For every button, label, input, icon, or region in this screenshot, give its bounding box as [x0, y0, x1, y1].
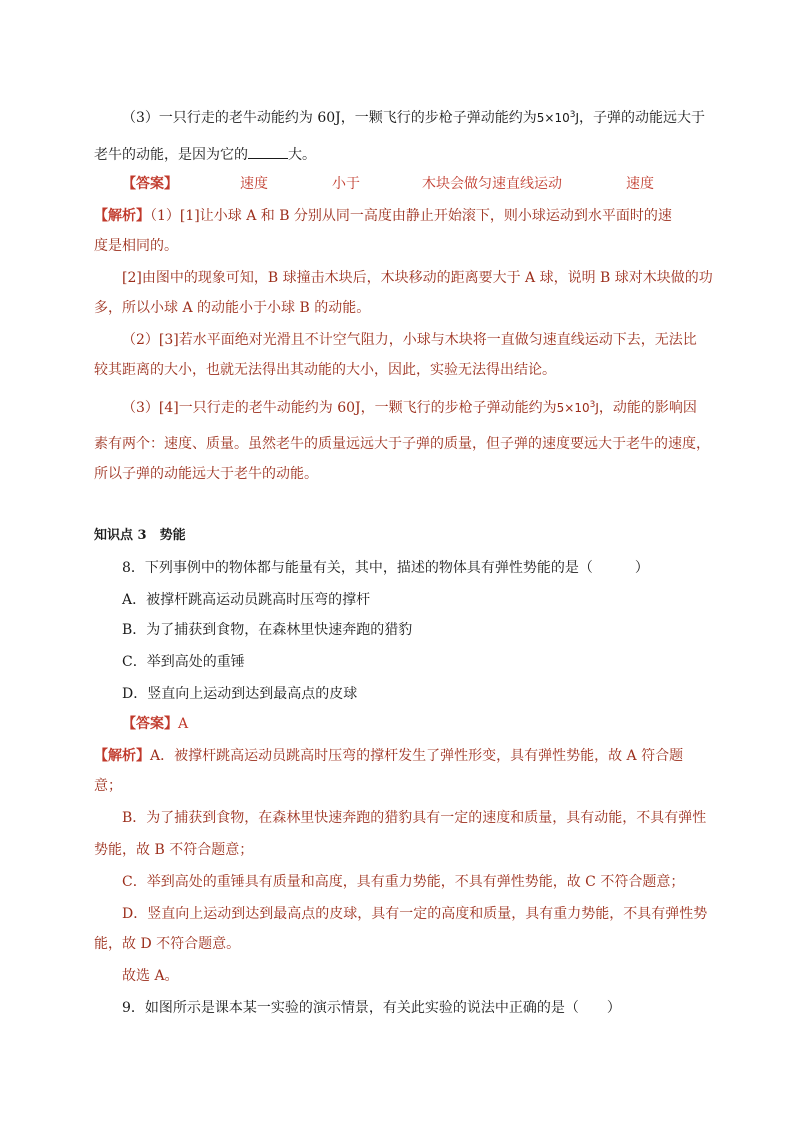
q8-option-b: B．为了捕获到食物，在森林里快速奔跑的猎豹	[122, 622, 413, 638]
q7-analysis-p3-line2: 较其距离的大小，也就无法得出其动能的大小，因此，实验无法得出结论。	[94, 362, 556, 378]
q8-option-c: C．举到高处的重锤	[122, 654, 245, 670]
q8-conclusion: 故选 A。	[122, 968, 179, 984]
q7-analysis-p4-line2: 素有两个：速度、质量。虽然老牛的质量远远大于子弹的质量，但子弹的速度要远大于老牛的速度，	[94, 436, 710, 452]
q7-analysis-p4-line3: 所以子弹的动能远大于老牛的动能。	[94, 466, 318, 482]
answer-tag: 【答案】	[122, 716, 178, 732]
answer-value: A	[178, 716, 189, 732]
q7-answer-row	[122, 174, 762, 194]
q8-analysis-d-line1: D．竖直向上运动到达到最高点的皮球，具有一定的高度和质量，具有重力势能，不具有弹性势	[122, 906, 708, 922]
q8-analysis-b-line1: B．为了捕获到食物，在森林里快速奔跑的猎豹具有一定的速度和质量，具有动能，不具有弹性	[122, 810, 707, 826]
q8-analysis-b-line2: 势能，故 B 不符合题意；	[94, 842, 254, 858]
q7-part3-text-end: ，子弹的动能远大于	[579, 110, 706, 126]
analysis-tag: 【解析】	[94, 208, 150, 224]
q8-option-d: D．竖直向上运动到达到最高点的皮球	[122, 686, 358, 702]
q8-analysis-d-line2: 能，故 D 不符合题意。	[94, 936, 241, 952]
q8-analysis-a-line2: 意；	[94, 778, 122, 794]
q7-analysis-p2-line2: 多，所以小球 A 的动能小于小球 B 的动能。	[94, 300, 371, 316]
answer-tag: 【答案】	[122, 176, 178, 192]
q7-part3-line2: 老牛的动能，是因为它的 大。	[94, 144, 316, 165]
q7-analysis-p1-line2: 度是相同的。	[94, 238, 178, 254]
answer-item-2: 小于	[332, 176, 360, 192]
section-title: 知识点 3 势能	[94, 528, 186, 543]
answer-item-1: 速度	[240, 176, 268, 192]
answer-item-4: 速度	[626, 176, 654, 192]
energy-formula: $5\times 10^3J$	[536, 110, 580, 125]
energy-formula-2: $5\times 10^3J$	[556, 400, 599, 415]
q8-option-a: A．被撑杆跳高运动员跳高时压弯的撑杆	[122, 592, 371, 608]
answer-item-3: 木块会做匀速直线运动	[422, 176, 562, 192]
q7-analysis-p2-line1: [2]由图中的现象可知，B 球撞击木块后，木块移动的距离要大于 A 球，说明 B 球对木块做的功	[122, 270, 713, 286]
analysis-tag: 【解析】	[94, 748, 150, 764]
q7-analysis-p3-line1: （2）[3]若水平面绝对光滑且不计空气阻力，小球与木块将一直做匀速直线运动下去，无法比	[122, 332, 697, 348]
answer-blank	[248, 144, 288, 159]
q7-analysis-p1-line1: 【解析】（1）[1]让小球 A 和 B 分别从同一高度由静止开始滚下，则小球运动到水平面时的速	[94, 208, 672, 224]
q8-stem: 8．下列事例中的物体都与能量有关，其中，描述的物体具有弹性势能的是（ ）	[122, 560, 649, 576]
q7-part3-text: （3）一只行走的老牛动能约为 60J，一颗飞行的步枪子弹动能约为	[122, 110, 537, 126]
q8-answer	[122, 714, 188, 734]
q9-stem: 9．如图所示是课本某一实验的演示情景，有关此实验的说法中正确的是（ ）	[122, 1000, 621, 1016]
q7-part3-line1	[122, 108, 705, 128]
q8-analysis-a-line1: 【解析】A．被撑杆跳高运动员跳高时压弯的撑杆发生了弹性形变，具有弹性势能，故 A 符合题	[94, 748, 684, 764]
q8-analysis-c-line1: C．举到高处的重锤具有质量和高度，具有重力势能，不具有弹性势能，故 C 不符合题意；	[122, 874, 685, 890]
q7-analysis-p4-line1: （3）[4]一只行走的老牛动能约为 60J，一颗飞行的步枪子弹动能约为$5\times 10^3J$，动能的影响因	[122, 400, 697, 416]
